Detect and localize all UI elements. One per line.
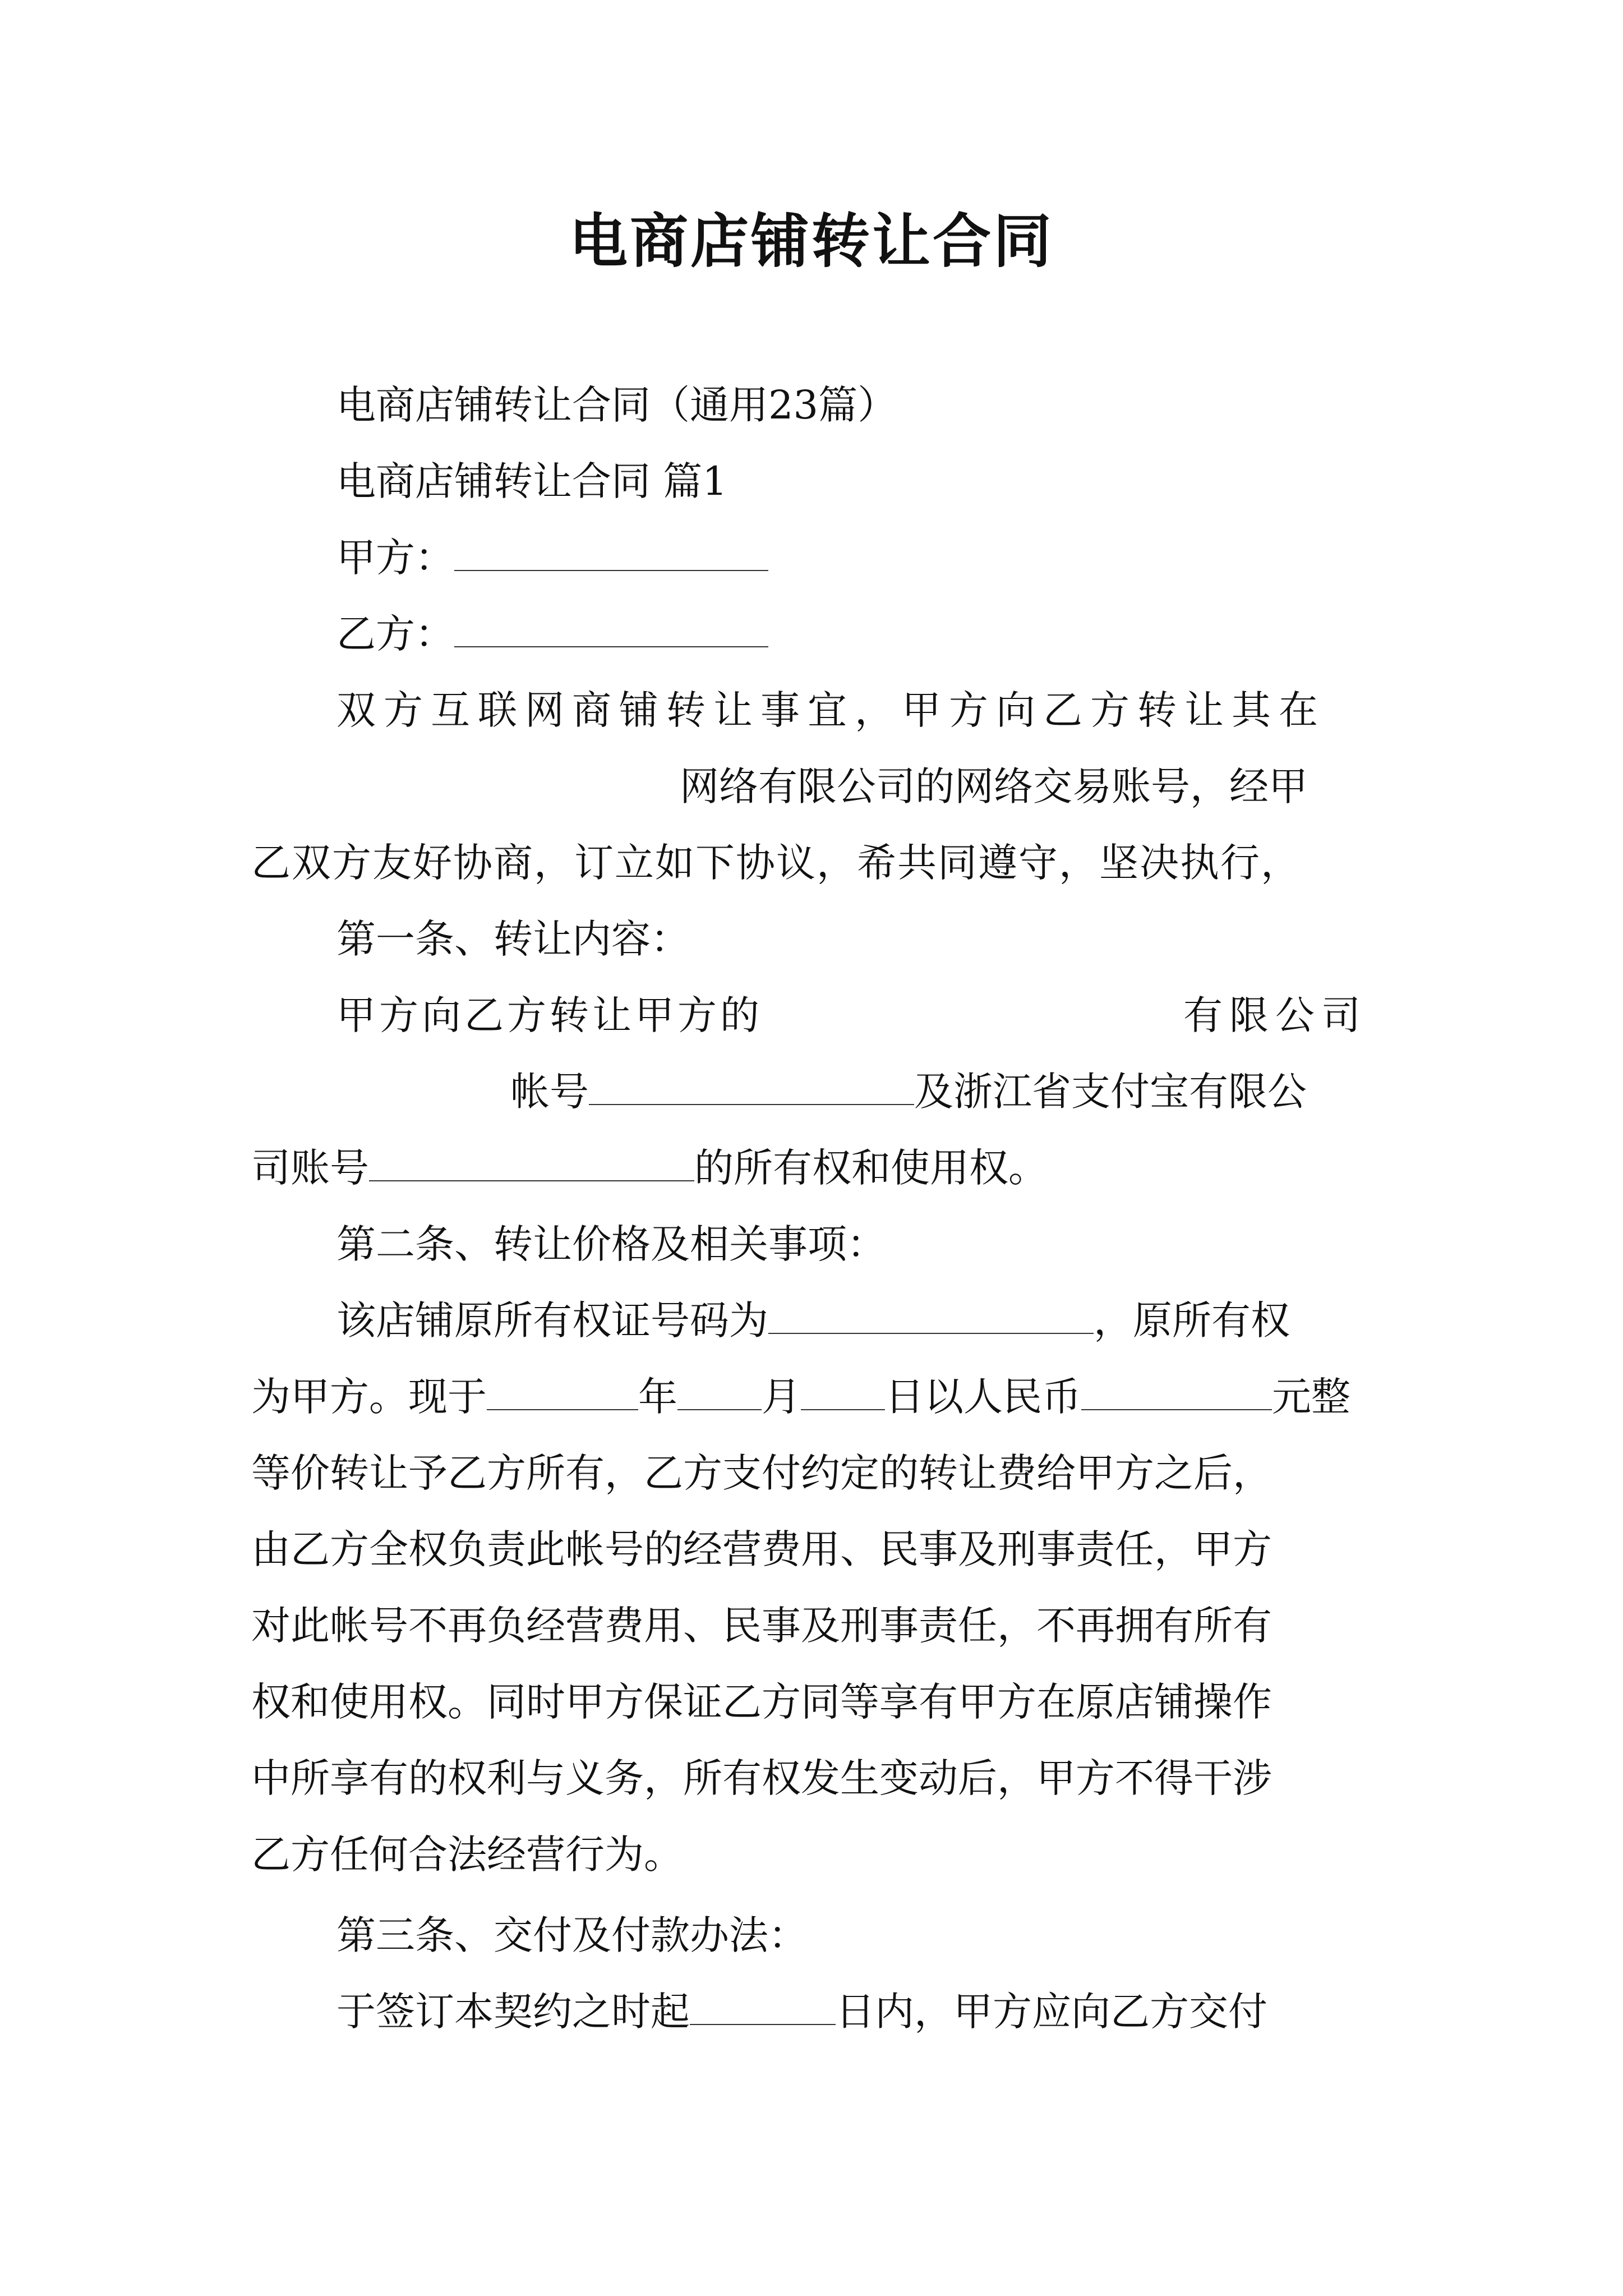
document-subtitle: 电商店铺转让合同（通用23篇） [336,382,897,428]
article2-line-2 [251,1369,1350,1425]
article2-line-8: 乙方任何合法经营行为。 [251,1832,683,1878]
document-title: 电商店铺转让合同 [569,206,1054,275]
article2-line-4: 由乙方全权负责此帐号的经营费用、民事及刑事责任，甲方 [251,1526,1272,1572]
section-heading: 电商店铺转让合同 篇1 [336,458,727,504]
company-account-label: 司账号 [251,1145,369,1191]
party-a-blank [454,531,768,571]
certificate-blank [768,1294,1094,1334]
article3-heading: 第三条、交付及付款办法： [336,1912,808,1958]
month-blank [677,1370,762,1410]
amount-unit: 元整 [1272,1374,1350,1420]
article1-line-2 [510,1064,1307,1120]
article2-line-7: 中所享有的权利与义务，所有权发生变动后，甲方不得干涉 [251,1755,1272,1801]
article1-heading: 第一条、转让内容： [336,916,690,962]
intro-line-1: 双方互联网商铺转让事宜，甲方向乙方转让其在 [336,687,1326,733]
article1-line-1-end: 有限公司 [1183,992,1367,1038]
article1-line-1 [336,987,763,1043]
article3-line-1 [336,1984,1267,2040]
party-a-label: 甲方： [336,535,454,581]
party-b-line [336,606,768,662]
original-owner-text: ，原所有权 [1094,1297,1290,1343]
year-label: 年 [638,1374,677,1420]
party-a-line [336,530,768,586]
account-label: 帐号 [510,1069,589,1115]
delivery-text: 日内，甲方应向乙方交付 [836,1989,1267,2035]
company-account-blank [369,1141,694,1181]
date-intro: 为甲方。现于 [251,1374,487,1420]
delivery-intro: 于签订本契约之时起 [336,1989,690,2035]
article2-line-5: 对此帐号不再负经营费用、民事及刑事责任，不再拥有所有 [251,1603,1272,1649]
account-blank [589,1065,914,1105]
party-b-label: 乙方： [336,611,454,657]
certificate-label: 该店铺原所有权证号码为 [336,1297,768,1343]
article2-line-6: 权和使用权。同时甲方保证乙方同等享有甲方在原店铺操作 [251,1679,1272,1725]
article2-line-3: 等价转让予乙方所有，乙方支付约定的转让费给甲方之后， [251,1450,1272,1496]
intro-line-3: 乙双方友好协商，订立如下协议，希共同遵守，坚决执行， [251,840,1301,886]
alipay-text: 及浙江省支付宝有限公 [914,1069,1307,1115]
month-label: 月 [762,1374,801,1420]
day-blank [801,1370,885,1410]
rmb-label: 日以人民币 [885,1374,1081,1420]
amount-blank [1081,1370,1272,1410]
intro-line-2: 网络有限公司的网络交易账号，经甲 [680,763,1308,809]
article2-heading: 第二条、转让价格及相关事项： [336,1221,886,1267]
article1-text-a: 甲方向乙方转让甲方的 [336,992,763,1038]
article1-line-3 [251,1140,1048,1196]
party-b-blank [454,607,768,647]
article2-line-1 [336,1292,1290,1349]
ownership-text: 的所有权和使用权。 [694,1145,1048,1191]
year-blank [487,1370,638,1410]
days-blank [690,1985,836,2025]
